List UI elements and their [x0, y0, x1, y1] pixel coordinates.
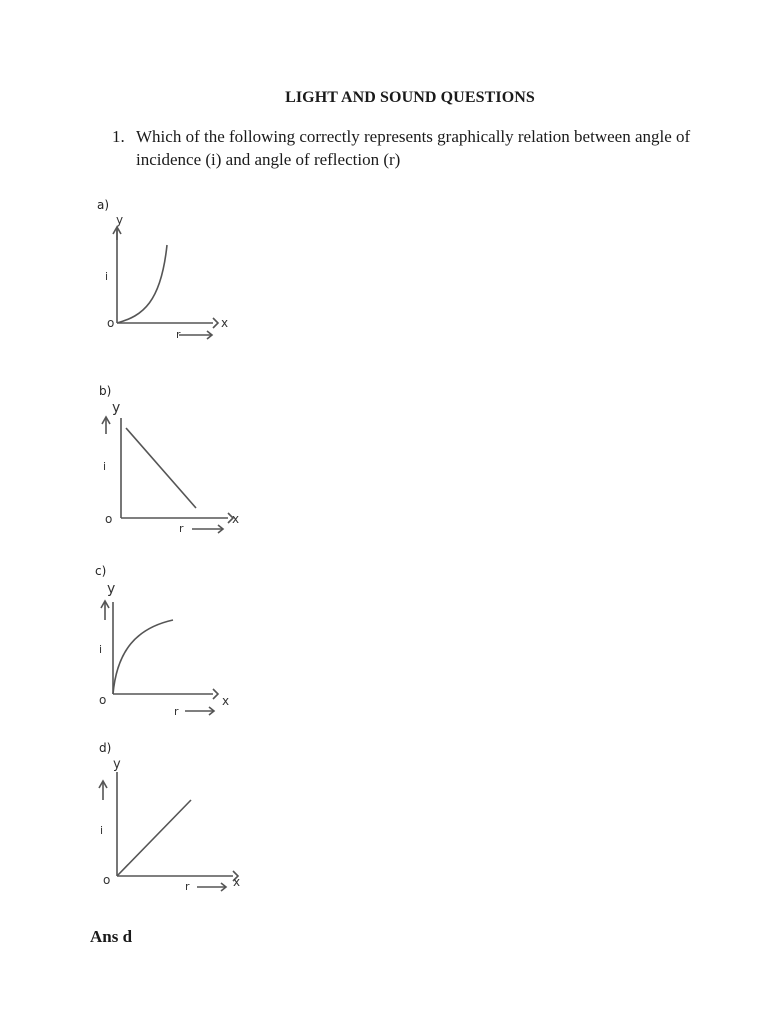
option-c-curve	[113, 620, 173, 694]
x-axis-label: x	[232, 512, 240, 526]
option-a-graph	[95, 210, 245, 345]
vertical-var-label: i	[100, 824, 104, 837]
x-axis-label: x	[233, 875, 241, 889]
horizontal-var-label: r	[174, 705, 179, 718]
option-c-graph	[93, 576, 243, 721]
x-axis-label: x	[222, 694, 230, 708]
horizontal-var-label: r	[185, 880, 190, 893]
answer-text: Ans d	[90, 927, 133, 946]
origin-label: o	[103, 873, 111, 887]
vertical-var-label: i	[105, 270, 109, 283]
vertical-var-label: i	[103, 460, 107, 473]
option-d-label: d)	[99, 741, 112, 755]
option-b-line	[126, 428, 196, 508]
option-b-graph	[100, 396, 250, 541]
option-a-curve	[117, 245, 167, 323]
option-c-label: c)	[95, 564, 107, 578]
vertical-var-label: i	[99, 643, 103, 656]
question-text: Which of the following correctly represents graphically relation between angle of incidence (i) and angle of reflection (r)	[136, 127, 691, 169]
page-title: LIGHT AND SOUND QUESTIONS	[285, 89, 535, 106]
x-axis-arrow	[213, 689, 218, 699]
option-d-line	[117, 800, 191, 876]
horizontal-var-label: r	[179, 522, 184, 535]
horizontal-var-label: r	[176, 328, 181, 341]
origin-label: o	[105, 512, 113, 526]
x-axis-label: x	[221, 316, 229, 330]
option-d-graph	[97, 756, 257, 901]
question-1	[112, 125, 722, 171]
option-b-label: b)	[99, 384, 112, 398]
x-axis-arrow	[213, 318, 218, 328]
origin-label: o	[99, 693, 107, 707]
question-number: 1.	[112, 127, 125, 146]
y-axis-label: y	[113, 757, 121, 772]
option-a-label: a)	[97, 198, 110, 212]
origin-label: o	[107, 316, 115, 330]
y-axis-label: y	[116, 213, 124, 227]
y-axis-label: y	[107, 581, 116, 597]
y-axis-label: y	[112, 400, 121, 416]
